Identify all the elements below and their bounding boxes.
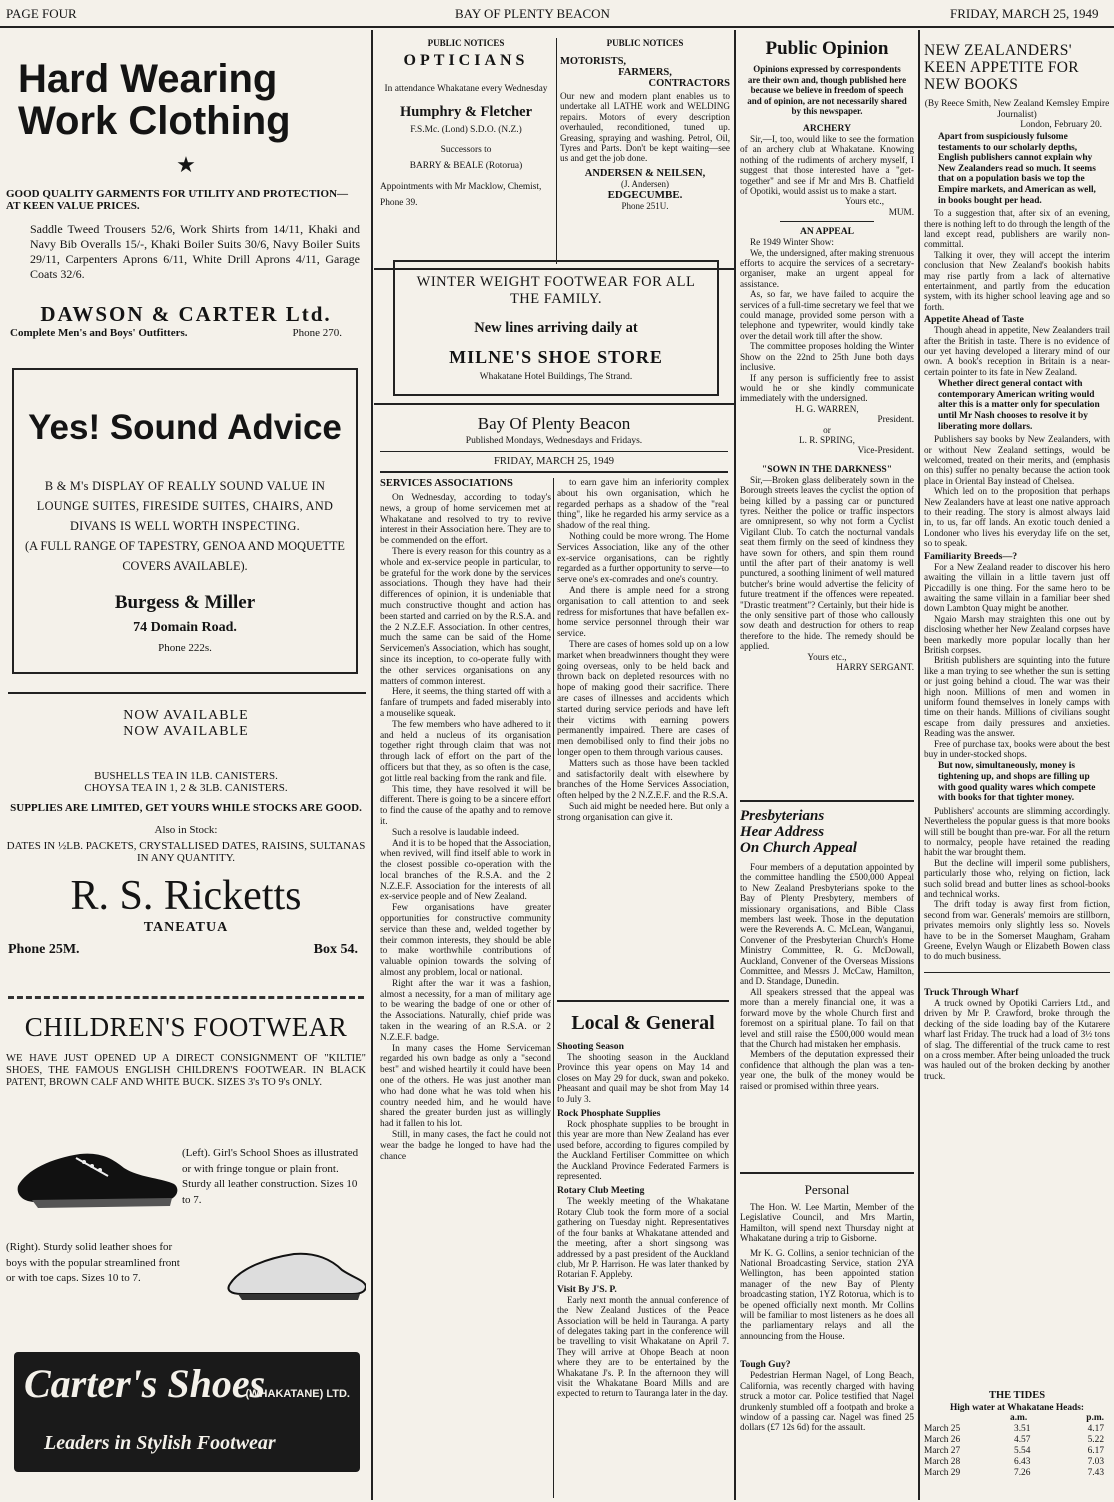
ad-carters-logo-block: [14, 1352, 360, 1472]
tide-row: [924, 1468, 1110, 1479]
editorial-col-2: [557, 478, 729, 998]
tide-day: March 26: [924, 1435, 961, 1445]
ad-ricketts-warning: SUPPLIES ARE LIMITED, GET YOURS WHILE STOCKS ARE GOOD.: [10, 802, 362, 814]
motorists-h1: MOTORISTS,: [560, 56, 627, 67]
ad-dawson-company: DAWSON & CARTER Ltd.: [40, 302, 332, 326]
editorial-para: There is every reason for this country as a whole and ex-service people in particular, to be grateful for the work done by the services associations. Though they have had their differences of opinion, it is undeniable that much constructive thought and action has been started and carried on by the R.S.A. and the 2 N.Z.E.F. Association. In other centres, much the same can be said of the Home Servicemen's Association, which has sought, since its inception, to co-operate fully with the other services organisations on any matters of common interest.: [380, 546, 551, 687]
tide-day: March 27: [924, 1446, 961, 1456]
ad-carters-left-desc: (Left). Girl's School Shoes as illustrated or with fringe tongue or plain front. Sturdy all leather construction. Sizes 10 to 7.: [182, 1147, 359, 1206]
divider: [740, 800, 914, 802]
divider: [8, 692, 366, 694]
column-rule-3: [918, 30, 920, 1500]
local-item-body: The shooting season in the Auckland Province this year opens on May 14 and closes on May 29 for duck, swan and pokeko. Pheasant and quail may be shot from May 14 to July 3.: [557, 1052, 729, 1104]
editorial-col-1: [380, 478, 551, 1500]
tide-row: [924, 1457, 1110, 1468]
editorial-para: And there is ample need for a strong organisation to call attention to and seek redress for misfortunes that have befallen ex-home service personnel through their war service.: [557, 585, 729, 640]
masthead: [0, 0, 1114, 26]
star-icon: ★: [176, 152, 196, 177]
divider: [374, 403, 734, 405]
ad-dawson-phone: Phone 270.: [292, 327, 342, 339]
appeal-sign: H. G. WARREN,: [795, 403, 859, 414]
books-para: Publishers' accounts are slimming accordingly. Nevertheless the popular guess is that more books will still be bought than pre-war. For all the return to normalcy, people have retained the reading habit the war brought them.: [924, 805, 1110, 858]
notice-motorists: [560, 38, 730, 266]
appeal-sign: President.: [877, 414, 914, 425]
local-general: [557, 1012, 729, 1500]
presb-para: Four members of a deputation appointed by the committee handling the £500,000 Appeal to New Zealand Presbyterians spoke to the Bay of Plenty Presbytery, members of missionary organisations, and Bible Class members last week. Those in the deputation were the Reverends A. C. McLean, Wanganui, Convener of the Presbyterian Church's Home Ministry Committee, R. G. McDowall, Auckland, Convener of the Overseas Missions Committee, and Messrs J. McCaw, Hamilton, and D. Standage, Dunedin.: [740, 862, 914, 987]
personal-column: [740, 1182, 914, 1500]
local-item-body: Rock phosphate supplies to be brought in this year are more than New Zealand has ever used before, according to figures compiled by the Auckland Fertiliser Committee on which the Auckland Province Federated Farmers is represented.: [557, 1119, 729, 1182]
tide-pm: 7.43: [1087, 1468, 1104, 1478]
sown-head: "SOWN IN THE DARKNESS": [761, 463, 893, 475]
books-para: The drift today is away first from fiction, second from war. Generals' memoirs are stillborn, privates memoirs only slightly less so. Novels have to be in the Somerset Maugham, Graham Greene, Evelyn Waugh or Elizabeth Bowen class to do much business.: [924, 899, 1110, 962]
ad-carters-title: CHILDREN'S FOOTWEAR: [24, 1012, 348, 1042]
beacon-title: Bay Of Plenty Beacon: [477, 414, 631, 433]
ad-carters-right-desc: (Right). Sturdy solid leather shoes for boys with the popular streamlined front or with toe caps. Sizes 10 to 7.: [6, 1241, 180, 1284]
beacon-date: FRIDAY, MARCH 25, 1949: [494, 456, 614, 467]
archery-sign: Yours etc.,: [844, 196, 884, 207]
editorial-para: In many cases the Home Serviceman regarded his own badge as only a "second best" and wished heartily it could have been one of the others. He was just another man who had done what he was told when his country needed him, and he would have shared the greater burden just as willingly had it fallen to his lot.: [380, 1043, 551, 1130]
tough-head: Tough Guy?: [740, 1359, 791, 1371]
milnes-line1: WINTER WEIGHT FOOTWEAR FOR ALL THE FAMILY.: [416, 274, 696, 307]
books-para: Free of purchase tax, books were about the best buy in under-stocked shops.: [924, 738, 1110, 759]
presb-para: All speakers stressed that the appeal was more than a merely financial one, it was a forward move by the whole Church first and foremost on a spiritual plane. To fail on that level and still raise the £500,000 would mean that the Church had mistaken her emphasis.: [740, 986, 914, 1049]
presb-title3: On Church Appeal: [740, 840, 857, 856]
ad-dawson-carter: [6, 36, 366, 356]
tide-row: [924, 1424, 1110, 1435]
ad-burgess-title: Yes! Sound Advice: [28, 408, 342, 447]
opinion-disclaimer: Opinions expressed by correspondents are their own and, though published here because we believe in freedom of speech and of opinion, are not necessarily shared by this newspaper.: [747, 64, 907, 117]
divider: [924, 972, 1110, 973]
ad-ricketts-dates: DATES IN ½LB. PACKETS, CRYSTALLISED DATES, RAISINS, SULTANAS IN ANY QUANTITY.: [6, 840, 366, 864]
editorial-para: The few members who have adhered to it and held a nucleus of its organisation together right through claim that was not through lack of effort on the part of the officers but that they, as so often is the case, got little real backing from the rank and file.: [380, 719, 551, 784]
masthead-rule: [0, 26, 1114, 28]
appeal-sign: Vice-President.: [857, 445, 914, 456]
ad-ricketts-box: Box 54.: [313, 942, 358, 957]
ad-ricketts-line2: CHOYSA TEA IN 1, 2 & 3LB. CANISTERS.: [84, 782, 288, 794]
notice-rule: [556, 38, 557, 264]
opticians-appt: Appointments with Mr Macklow, Chemist, Phone 39.: [380, 182, 542, 208]
personal-para: Mr K. G. Collins, a senior technician of the National Broadcasting Service, station 2YA Wellington, has been appointed station manager of the new Bay of Plenty broadcasting station, 1YZ Rotorua, which is to be opened officially next month. Mr Collins will be familiar to most listeners as he does all the parliamentary relays and all the announcing from the House.: [740, 1247, 914, 1341]
books-para: Publishers say books by New Zealanders, with or without New Zealand settings, would be welcomed, treated on their merits, and (emphasis on this) suffer no penalty because the action took place in Oriental Bay instead of Chelsea.: [924, 434, 1110, 486]
tide-pm: 5.22: [1087, 1435, 1104, 1445]
carters-logo-sub: (WHAKATANE) LTD.: [245, 1388, 350, 1400]
books-dateline: London, February 20.: [1020, 120, 1102, 130]
ad-burgess-body: B & M's DISPLAY OF REALLY SOUND VALUE IN LOUNGE SUITES, FIRESIDE SUITES, CHAIRS, AND DIVANS IS WELL WORTH INSPECTING.: [36, 479, 334, 533]
ad-ricketts-line1: BUSHELLS TEA IN 1LB. CANISTERS.: [94, 770, 278, 782]
appeal-head: AN APPEAL: [799, 226, 855, 238]
editorial-para: Such aid might be needed here. But only a strong organisation can give it.: [557, 801, 729, 823]
books-subhead: Familiarity Breeds—?: [924, 550, 1018, 562]
books-para: Though ahead in appetite, New Zealanders trail after the British in taste. There is no evidence of our yet having developed a literary mind of our own. A book's reception in Britain is a near-certain pointer to its fate in New Zealand.: [924, 325, 1110, 377]
appeal-para: The committee proposes holding the Winter Show on the 22nd to 25th June both days inclusive.: [740, 341, 914, 373]
carters-logo: Carter's Shoes: [24, 1361, 266, 1406]
page-number: PAGE FOUR: [6, 6, 77, 21]
presb-para: Members of the deputation expressed their confidence that although the plan was a ten-year one, the bulk of the money would be raised or promised within three years.: [740, 1049, 914, 1091]
ad-dawson-footer: [6, 327, 366, 341]
ad-ricketts-also: Also in Stock:: [154, 824, 218, 836]
ad-burgess-phone: Phone 222s.: [158, 642, 212, 654]
books-para: Which led on to the proposition that perhaps New Zealanders have at least one native approach to their reading. The story is almost always laid in, to us, far off lands. An exotic touch denied a Londoner who lives his everyday life on the set, so to speak.: [924, 486, 1110, 549]
editorial-para: On Wednesday, according to today's news, a group of home servicemen met at Whakatane and resolved to try to revive interest in their Association here. They are to be commended on the effort.: [380, 493, 551, 547]
editorial-para: There are cases of homes sold up on a low market when breadwinners thought they were going overseas, only to be held back and thrown back on depleted resources with no hope of making good their sacrifice. There are cases of illnesses and accidents which started during service periods and have left their victims with earning powers permanently impaired. There are cases of men demobilised only to find their jobs no longer open to them through various causes.: [557, 639, 729, 758]
tide-day: March 28: [924, 1457, 961, 1467]
personal-para: The Hon. W. Lee Martin, Member of the Legislative Council, and Mrs Martin, Hamilton, will spend next Thursday night at Whakatane during a trip to Gisborne.: [740, 1202, 914, 1244]
archery-sign: MUM.: [888, 206, 914, 217]
motorists-phone: Phone 251U.: [621, 200, 669, 211]
divider: [380, 451, 728, 452]
motorists-h2: FARMERS,: [618, 67, 672, 78]
books-bold: Whether direct general contact with contemporary American writing would alter this is a matter only for speculation until Mr Nash chooses to resolve it by liberating more dollars.: [938, 379, 1100, 432]
ad-ricketts-h1: NOW AVAILABLE: [123, 708, 249, 723]
appeal-para: We, the undersigned, after making strenuous efforts to acquire the services of a secretary-organiser, make an urgent appeal for assistance.: [740, 247, 914, 289]
editorial-para: Matters such as those have been tackled and satisfactorily dealt with elsewhere by branches of the Home Services Association, often helped by the 2 N.Z.E.F. and the R.S.A.: [557, 758, 729, 802]
notice-label: PUBLIC NOTICES: [427, 38, 505, 48]
column-rule-mid: [553, 478, 554, 1498]
tide-day: March 29: [924, 1468, 961, 1478]
tide-am: 5.54: [1014, 1446, 1031, 1456]
girls-shoe-icon: [12, 1132, 182, 1212]
appeal-sign: L. R. SPRING,: [799, 434, 855, 445]
motorists-firm: ANDERSEN & NEILSEN,: [584, 167, 706, 179]
local-item-head: Rock Phosphate Supplies: [557, 1108, 661, 1120]
tide-pm: 7.03: [1087, 1457, 1104, 1467]
editorial-para: Nothing could be more wrong. The Home Services Association, like any of the other ex-service organisations, can be rightly regarded as a further opportunity to serve—to serve one's ex-comrades and one's country.: [557, 531, 729, 586]
local-item-head: Shooting Season: [557, 1041, 624, 1052]
truck-body: A truck owned by Opotiki Carriers Ltd., and driven by Mr P. Crawford, broke through the decking of the side loading bay of the Kutarere wharf last Friday. The truck had a load of 3½ tons of slag. The differential of the truck came to rest on a cross member. After being unloaded the truck was hauled out of the broken decking by another truck.: [924, 997, 1110, 1081]
ad-milnes: [393, 260, 719, 396]
tides-pm-header: p.m.: [1086, 1413, 1104, 1423]
books-para: But the decline will imperil some publishers, particularly those who, relying on fiction, lack such solid bread and butter lines as school-books and technical works.: [924, 857, 1110, 900]
tide-pm: 4.17: [1087, 1424, 1104, 1434]
books-para: Ngaio Marsh may straighten this one out by disclosing whether her New Zealand corpses have been markedly more popular locally than her British corpses.: [924, 613, 1110, 655]
appeal-para: If any person is sufficiently free to assist would he or she kindly communicate immediately with the undersigned.: [740, 372, 914, 404]
notice-label: PUBLIC NOTICES: [606, 38, 684, 48]
dashed-divider: [8, 996, 364, 999]
paper-name: BAY OF PLENTY BEACON: [455, 6, 610, 21]
books-para: Talking it over, they will accept the interim conclusion that New Zealand's bookish habits may rise partly from a lack of alternative entertainment, and partly from the education system, with its higher school leaving age and so forth.: [924, 249, 1110, 312]
motorists-h3: CONTRACTORS: [648, 78, 730, 89]
archery-letter: Sir,—I, too, would like to see the formation of an archery club at Whakatane. Knowing nothing of the rudiments of archery myself, I suggest that those interested have a "get-together" and see if Mr and Mrs B. Chatfield of Opotiki, would assist us to make a start.: [740, 133, 914, 196]
tides-title: THE TIDES: [988, 1390, 1046, 1401]
tides-rows: [924, 1424, 1110, 1479]
column-rule-1: [371, 30, 373, 1500]
books-title: NEW ZEALANDERS' KEEN APPETITE FOR NEW BOOKS: [924, 42, 1079, 93]
tide-am: 3.51: [1014, 1424, 1031, 1434]
books-lead: Apart from suspiciously fulsome testaments to our scholarly depths, English publishers cannot explain why New Zealanders read so much. It seems that on a population basis we top the Empire markets, and American as well, in books bought per head.: [938, 132, 1096, 206]
divider: [780, 221, 874, 222]
ad-ricketts-phone: Phone 25M.: [8, 942, 80, 957]
presb-title1: Presbyterians: [740, 808, 825, 824]
ad-ricketts-h2: NOW AVAILABLE: [123, 724, 249, 739]
books-para: British publishers are squinting into the future like a man trying to see whether the sun is setting or just going behind a cloud. The war was their high noon. Millions of men and women in uniform found themselves in lonely camps with time on their hands. Millions of civilians sought escape from daily pressures and anxieties. Reading was the answer.: [924, 655, 1110, 739]
editorial-heading: SERVICES ASSOCIATIONS: [380, 478, 513, 489]
ad-ricketts-town: TANEATUA: [143, 920, 229, 935]
tides-header-row: [924, 1413, 1110, 1424]
column-rule-2: [734, 30, 736, 1500]
appeal-para: As, so far, we have failed to acquire the services of a full-time secretary we feel that we could manage, provided some person with a telephone and typewriter, would kindly take over the detail work till after the show.: [740, 289, 914, 341]
tide-pm: 6.17: [1087, 1446, 1104, 1456]
editorial-para: And it is to be hoped that the Association, when revived, will find itself able to work in the closest possible co-operation with the local branches of the R.S.A. and the 2 N.Z.E.F. Association for the interests of all ex-service people and of New Zealand.: [380, 838, 551, 903]
tough-body: Pedestrian Herman Nagel, of Long Beach, California, was recently charged with having struck a motor car. Police testified that Nagel drunkenly stumbled off a footpath and broke a window of a passing car. Nagel was fined 25 dollars (£7 12s 6d) for the assault.: [740, 1370, 914, 1433]
sown-sign: HARRY SERGANT.: [836, 662, 914, 673]
local-item-head: Rotary Club Meeting: [557, 1185, 645, 1197]
opticians-line1: In attendance Whakatane every Wednesday: [384, 84, 548, 94]
opticians-title: OPTICIANS: [403, 52, 529, 69]
ad-dawson-sub: Complete Men's and Boys' Outfitters.: [10, 327, 188, 339]
motorists-body: Our new and modern plant enables us to undertake all LATHE work and WELDING repairs. Motors of every description overhauled, reconditioned, tuned up. Greasing, spraying and washing. Petrol, Oil, Tyres and Parts. Don't be kept waiting—see us and get the job done.: [560, 91, 730, 164]
ad-dawson-tagline: GOOD QUALITY GARMENTS FOR UTILITY AND PROTECTION—AT KEEN VALUE PRICES.: [6, 188, 349, 212]
boys-shoe-icon: [220, 1240, 366, 1300]
tides-am-header: a.m.: [1010, 1413, 1028, 1423]
appeal-para: Re 1949 Winter Show:: [750, 237, 834, 248]
motorists-town: EDGECUMBE.: [607, 188, 683, 201]
opticians-quals: F.S.Mc. (Lond) S.D.O. (N.Z.): [410, 125, 522, 135]
local-item-body: Early next month the annual conference of the New Zealand Justices of the Peace Association will be held in Tauranga. A party of delegates taking part in the conference will be travelling to visit Whakatane on April 7. They will arrive at Ohope Beach at noon where they are to be entertained by the Whakatane J's. P. In the afternoon they will visit the Whakatane Board Mills and are expected to return to Tauranga later in the day.: [557, 1294, 729, 1399]
milnes-line2: New lines arriving daily at: [474, 320, 638, 336]
editorial-para: Still, in many cases, the fact he could not wear the badge he longed to have had the chance: [380, 1130, 551, 1162]
editorial-para: Such a resolve is laudable indeed.: [392, 827, 520, 838]
tides-sub: High water at Whakatane Heads:: [949, 1403, 1085, 1413]
sown-letter: Sir,—Broken glass deliberately sown in the Borough streets leaves the cyclist the option of being killed by a passing car or punctured tyres. Neither the police or traffic inspectors are omnipresent, so why not form a Cyclist Vigilant Club. To catch the nocturnal vandals seat them firmly on the seed of kindness they have sown for others, and spin them round until the after part of their anatomy is well punctured, a soothing liniment of well matured butcher's brine would advertise the felicity of future treatment if the offences were repeated. "Drastic treatment"? Certainly, but their hide is the only sensitive part of those who callously sow death and destruction for others to reap therefore to the hide. The remedy should be applied.: [740, 474, 914, 652]
divider: [557, 1000, 729, 1002]
local-item-body: The weekly meeting of the Whakatane Rotary Club took the form more of a social gathering on Tuesday night. Representatives of the four banks at Whakatane attended and the meeting, after a short singsong was addressed by a past president of the Auckland club, Mr P. Harrison. He was later thanked by Rotarian F. Appleby.: [557, 1196, 729, 1280]
notice-opticians: [380, 38, 552, 266]
tide-am: 7.26: [1014, 1468, 1031, 1478]
local-item-head: Visit By J'S. P.: [557, 1283, 617, 1295]
carters-slogan: Leaders in Stylish Footwear: [44, 1432, 276, 1454]
divider: [740, 1172, 914, 1174]
tide-am: 6.43: [1014, 1457, 1031, 1467]
books-bold: But now, simultaneously, money is tightening up, and shops are filling up with good quality wares which compete with books for that tighter money.: [938, 761, 1096, 804]
issue-date: FRIDAY, MARCH 25, 1949: [950, 6, 1099, 21]
divider: [380, 471, 728, 473]
public-opinion: [740, 38, 914, 798]
opticians-successors: Successors to: [440, 145, 492, 155]
personal-title: Personal: [804, 1182, 850, 1197]
motorists-sub: (J. Andersen): [621, 178, 669, 189]
ad-ricketts-footer: [6, 942, 366, 962]
books-byline: (By Reece Smith, New Zealand Kemsley Empire Journalist): [924, 99, 1110, 120]
beacon-sub: Published Mondays, Wednesdays and Fridays.: [465, 436, 643, 446]
opticians-old: BARRY & BEALE (Rotorua): [409, 161, 523, 171]
tides-table: [924, 1390, 1110, 1500]
tide-day: March 25: [924, 1424, 961, 1434]
archery-head: ARCHERY: [802, 122, 852, 134]
truck-head: Truck Through Wharf: [924, 986, 1019, 998]
ad-burgess-company: Burgess & Miller: [114, 592, 256, 613]
ad-carters-shoes: [6, 1012, 366, 1500]
editorial-para: Here, it seems, the thing started off with a fanfare of trumpets and faded miserably into a mouselike squeak.: [380, 687, 551, 719]
books-para: For a New Zealand reader to discover his hero awaiting the villain in a little tavern just off Piccadilly is one thing. For the same hero to be awaiting the same villain in a familiar beer shed down Lambton Quay might be another.: [924, 561, 1110, 614]
ad-burgess-body2: (A FULL RANGE OF TAPESTRY, GENOA AND MOQUETTE COVERS AVAILABLE).: [25, 539, 345, 573]
milnes-address: Whakatane Hotel Buildings, The Strand.: [479, 372, 633, 382]
presb-title2: Hear Address: [740, 824, 825, 840]
sown-sign: Yours etc.,: [807, 651, 847, 662]
local-title: Local & General: [571, 1012, 715, 1034]
appeal-or: or: [823, 424, 831, 435]
editorial-para: Few organisations have greater opportunities for constructive community service than these and, welded together by their common interests, they should be able to make worthwhile contributions of valuable opinion towards the solving of almost any problem, local or national.: [380, 903, 551, 979]
ad-carters-intro: WE HAVE JUST OPENED UP A DIRECT CONSIGNMENT OF "KILTIE" SHOES, THE FAMOUS ENGLISH CHILDREN'S FOOTWEAR. IN BLACK PATENT, BROWN CALF AND WHITE BUCK. SIZES 3's TO 9's ONLY.: [6, 1053, 366, 1088]
ad-burgess-address: 74 Domain Road.: [133, 620, 237, 635]
books-article: [924, 42, 1110, 1292]
ad-burgess-miller: [12, 368, 358, 674]
tide-am: 4.57: [1014, 1435, 1031, 1445]
ad-ricketts: [6, 708, 366, 988]
ad-ricketts-company: R. S. Ricketts: [70, 873, 302, 919]
milnes-store: MILNE'S SHOE STORE: [449, 347, 663, 367]
tide-row: [924, 1435, 1110, 1446]
books-para: To a suggestion that, after six of an evening, there is nothing left to do through the length of the land except read, publishers are warily non-committal.: [924, 208, 1110, 250]
editorial-para: Right after the war it was a fashion, almost a necessity, for a man of military age to be wearing the badge of one or other of the Associations. Naturally, chief pride was taken in the wearing of an R.S.A. or 2 N.Z.E.F. badge.: [380, 978, 551, 1043]
ad-dawson-body: Saddle Tweed Trousers 52/6, Work Shirts from 14/11, Khaki and Navy Bib Overalls 15/-, Khaki Boiler Suits 30/6, Navy Boiler Suits 29/11, Carpenters Aprons 6/11, White Drill Aprons 4/11, Garage Coats 32/6.: [30, 222, 360, 281]
editorial-para: to earn gave him an inferiority complex about his own organisation, which he regarded perhaps as a shadow of the "real thing", like he regarded his army service as a shadow of the real thing.: [557, 478, 729, 532]
books-subhead: Appetite Ahead of Taste: [924, 314, 1024, 326]
opticians-firm: Humphry & Fletcher: [399, 104, 533, 120]
tide-row: [924, 1446, 1110, 1457]
presbyterians-article: [740, 808, 914, 1174]
editorial-para: This time, they have resolved it will be different. There is going to be a sincere effort to find the cause of the apathy and to remove it.: [380, 784, 551, 827]
opinion-title: Public Opinion: [765, 38, 889, 59]
ad-dawson-title: Hard Wearing Work Clothing: [18, 57, 291, 143]
